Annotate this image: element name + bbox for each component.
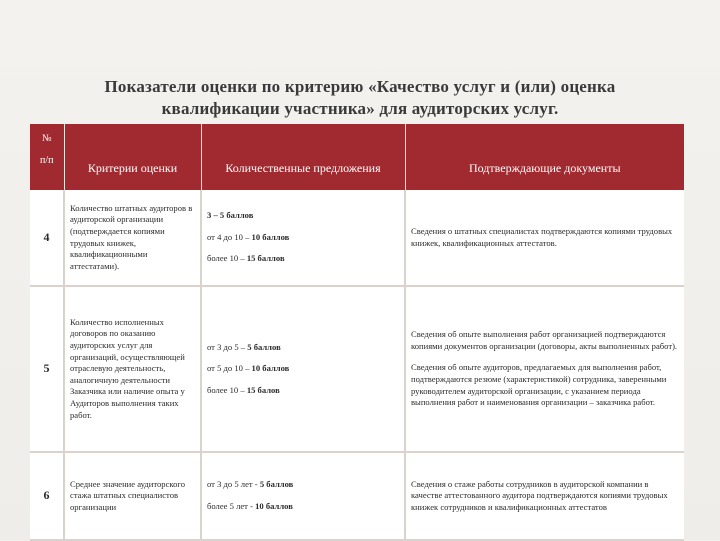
- row-quantitative: [201, 452, 405, 540]
- row-quantitative: [201, 190, 405, 286]
- row-number: 6: [30, 452, 64, 540]
- quantitative-item: от 3 до 5 лет - 5 баллов: [207, 479, 294, 490]
- row-criteria: Среднее значение аудиторского стажа штатных специалистов организации: [64, 452, 201, 540]
- criteria-table: [30, 124, 684, 541]
- title-line-2: квалификации участника» для аудиторских услуг.: [161, 99, 559, 118]
- quantitative-item: более 5 лет - 10 баллов: [207, 501, 293, 511]
- quantitative-item: от 3 до 5 – 5 баллов: [207, 341, 281, 352]
- document-paragraph: Сведения о штатных специалистах подтверждаются копиями трудовых книжек, квалификационных аттестатов.: [411, 225, 673, 248]
- row-criteria: Количество штатных аудиторов в аудиторской организации (подтверждается копиями трудовых книжек, квалификационными аттестатами).: [64, 190, 201, 286]
- header-number-symbol: №: [41, 133, 52, 144]
- row-documents: [405, 190, 684, 286]
- header-quantitative: Количественные предложения: [201, 124, 405, 190]
- table-row: [30, 286, 684, 452]
- document-paragraph: Сведения об опыте выполнения работ организацией подтверждаются копиями документов организации (договоры, акты выполненных работ).: [411, 329, 678, 351]
- page-title: [60, 76, 660, 120]
- header-number: [30, 124, 64, 190]
- title-line-1: Показатели оценки по критерию «Качество услуг и (или) оценка: [104, 77, 616, 96]
- quantitative-item: 3 – 5 баллов: [207, 210, 254, 221]
- quantitative-item: от 4 до 10 – 10 баллов: [207, 231, 290, 242]
- header-documents: Подтверждающие документы: [405, 124, 684, 190]
- document-paragraph: Сведения об опыте аудиторов, предлагаемых для выполнения работ, подтверждаются резюме (характеристикой) сотрудника, заверенными руководителем аудиторской организации, с указанием периода выполнения работ и наименования организации – заказчика работ.: [411, 362, 667, 408]
- row-criteria: Количество исполненных договоров по оказанию аудиторских услуг для организаций, осуществляющей отраслевую деятельность, аналогичную деятельности Заказчика или наличие опыта у Аудиторов выполнения таких работ.: [64, 286, 201, 452]
- quantitative-item: более 10 – 15 баллов: [207, 253, 285, 264]
- table-header-row: [30, 124, 684, 190]
- row-number: 4: [30, 190, 64, 286]
- table-row: [30, 452, 684, 540]
- row-documents: [405, 286, 684, 452]
- header-number-pp: п/п: [40, 155, 54, 166]
- row-number: 5: [30, 286, 64, 452]
- document-paragraph: Сведения о стаже работы сотрудников в аудиторской компании в качестве аттестованного аудитора подтверждаются копиями трудовых книжек сотрудников и квалификационных аттестатов: [411, 478, 668, 512]
- quantitative-item: от 5 до 10 – 10 баллов: [207, 363, 290, 374]
- row-documents: [405, 452, 684, 540]
- row-quantitative: [201, 286, 405, 452]
- quantitative-item: более 10 – 15 балов: [207, 384, 280, 395]
- table-row: [30, 190, 684, 286]
- header-criteria: Критерии оценки: [64, 124, 201, 190]
